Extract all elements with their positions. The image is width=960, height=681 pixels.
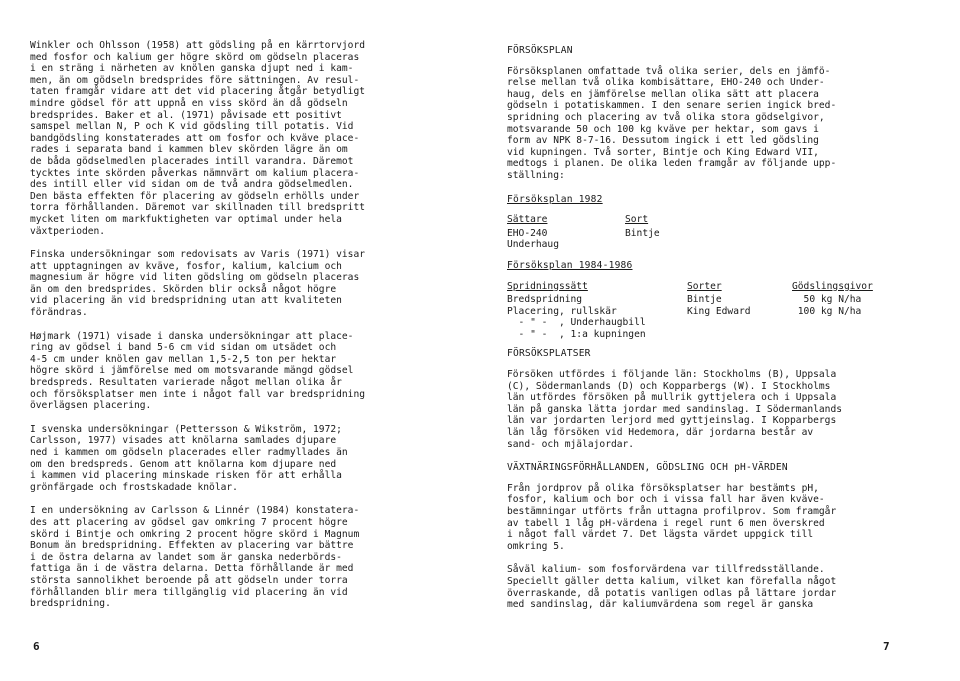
right-page: [480, 0, 960, 681]
heading-forsoksplan: FÖRSÖKSPLAN: [507, 45, 573, 56]
page-number-left: 6: [33, 640, 40, 653]
paragraph-carlsson: I en undersökning av Carlsson & Linnér (1984) konstatera- des att placering av gödsel gav omkring 7 procent högre skörd i Bintje och omkring 2 procent högre skörd i Magnum Bonum än bredspridning. Effekten av placering var bättre i de östra delarna av landet som är ganska nederbörds- fattiga än i de västra delarna. Detta förhållande är med största sannolikhet beroende på att gödseln under torra förhållanden blir mera tillgänglig vid placering än vid bredspridning.: [30, 505, 360, 610]
values-sorter: Bintje King Edward: [687, 294, 751, 317]
heading-plan-1984-1986: Försöksplan 1984-1986: [507, 259, 633, 271]
right-text-column: [507, 45, 927, 623]
paragraph-forsoksplan: Försöksplanen omfattade två olika serier, dels en jämfö- relse mellan två olika kombisättare, EHO-240 och Under- haug, dels en jämförelse mellan olika sätt att placera gödseln i potatiskammen. I den senare serien ingick bred- spridning och placering av två olika stora gödselgivor, motsvarande 50 och 100 kg kväve per hektar, som gavs i form av NPK 8-7-16. Dessutom ingick i ett led gödsling vid kupningen. Två sorter, Bintje och King Edward VII, medtogs i planen. De olika leden framgår av följande upp- ställning:: [507, 65, 837, 181]
header-godslingsgivor: Gödslingsgivor: [792, 280, 873, 292]
values-spridningssatt: Bredspridning Placering, rullskär - " - , Underhaugbill - " - , 1:a kupningen: [507, 294, 646, 340]
header-spridningssatt: Spridningssätt: [507, 280, 588, 292]
paragraph-hojmark: Højmark (1971) visade i danska undersökningar att place- ring av gödsel i band 5-6 cm vid sidan om utsädet och 4-5 cm under knölen gav mellan 1,5-2,5 ton per hektar högre skörd i jämförelse med om motsvarande mängd gödsel bredspreds. Resultaten varierade något mellan olika år och försöksplatser men inte i något fall var bredspridning överlägsen placering.: [30, 330, 366, 412]
paragraph-finska: Finska undersökningar som redovisats av Varis (1971) visar att upptagningen av kväve, fosfor, kalium, kalcium och magnesium är högre vid liten gödsling om gödseln placeras än om den bredsprides. Skörden blir också något högre vid placering än vid bredspridning utan att kvaliteten förändras.: [30, 249, 366, 319]
paragraph-jordprov: Från jordprov på olika försöksplatser har bestämts pH, fosfor, kalium och bor och i vissa fall har även kväve- bestämningar utförts från uttagna profilprov. Som framgår av tabell 1 låg pH-värdena i regel runt 6 men överskred i något fall värdet 7. Det lägsta värdet uppgick till omkring 5.: [507, 482, 837, 552]
values-sattare: EHO-240 Underhaug: [507, 227, 559, 251]
paragraph-svenska: I svenska undersökningar (Pettersson & Wikström, 1972; Carlsson, 1977) visades att knölarna samlades djupare ned i kammen om gödseln placerades eller radmyllades än om den bredspreds. Genom att knölarna kom djupare ned i kammen vid placering minskade risken för att erhålla grönfärgade och frostskadade knölar.: [30, 423, 348, 493]
paragraph-winkler: Winkler och Ohlsson (1958) att gödsling på en kärrtorvjord med fosfor och kalium ger högre skörd om gödseln placeras i en sträng i närheten av knölen ganska djupt ned i kam- men, än om gödseln bredsprides före sättningen. Av resul- taten framgår vidare att det vid placering åtgår betydligt mindre gödsel för att uppnå en viss skörd än då gödseln bredsprides. Baker et al. (1971) påvisade ett positivt samspel mellan N, P och K vid gödsling till potatis. Vid bandgödsling konstaterades att om fosfor och kväve place- rades i separata band i kammen blev skörden lägre än om de båda gödselmedlen placerades intill varandra. Däremot tycktes inte skörden påverkas nämnvärt om kalium placera- des intill eller vid sidan om de två andra gödselmedlen. Den bästa effekten för placering av gödseln erhölls under torra förhållanden. Däremot var skillnaden till bredspritt mycket liten om markfuktigheten var optimal under hela växtperioden.: [30, 40, 366, 237]
heading-forsoksplatser: FÖRSÖKSPLATSER: [507, 348, 591, 360]
values-godslingsgivor: 50 kg N/ha 100 kg N/ha: [797, 294, 862, 317]
header-sorter: Sorter: [687, 280, 722, 292]
paragraph-forsoksplatser: Försöken utfördes i följande län: Stockholms (B), Uppsala (C), Södermanlands (D) och Kopparbergs (W). I Stockholms län utfördes försöken på mullrik gyttjelera och i Uppsala län på ganska lätta jordar med sandinslag. I Södermanlands län var jordarten lerjord med gyttjeinslag. I Kopparbergs län låg försöken vid Hedemora, där jordarna består av sand- och mjälajordar.: [507, 369, 843, 450]
left-text-column: [30, 40, 460, 622]
heading-plan-1982: Försöksplan 1982: [507, 193, 603, 205]
page-number-right: 7: [883, 640, 890, 653]
paragraph-kalium: Såväl kalium- som fosforvärdena var tillfredsställande. Speciellt gäller detta kalium, vilket kan förefalla något överraskande, då potatis vanligen odlas på lättare jordar med sandinslag, där kaliumvärdena som regel är ganska: [507, 564, 837, 611]
table-plan-1982: [507, 214, 927, 251]
header-sattare: Sättare: [507, 214, 548, 226]
values-sort: Bintje: [625, 227, 660, 239]
heading-vaxtnaring: VÄXTNÄRINGSFÖRHÅLLANDEN, GÖDSLING OCH pH-VÄRDEN: [507, 462, 788, 474]
header-sort: Sort: [625, 214, 649, 226]
table-plan-1984-1986: [507, 281, 927, 341]
